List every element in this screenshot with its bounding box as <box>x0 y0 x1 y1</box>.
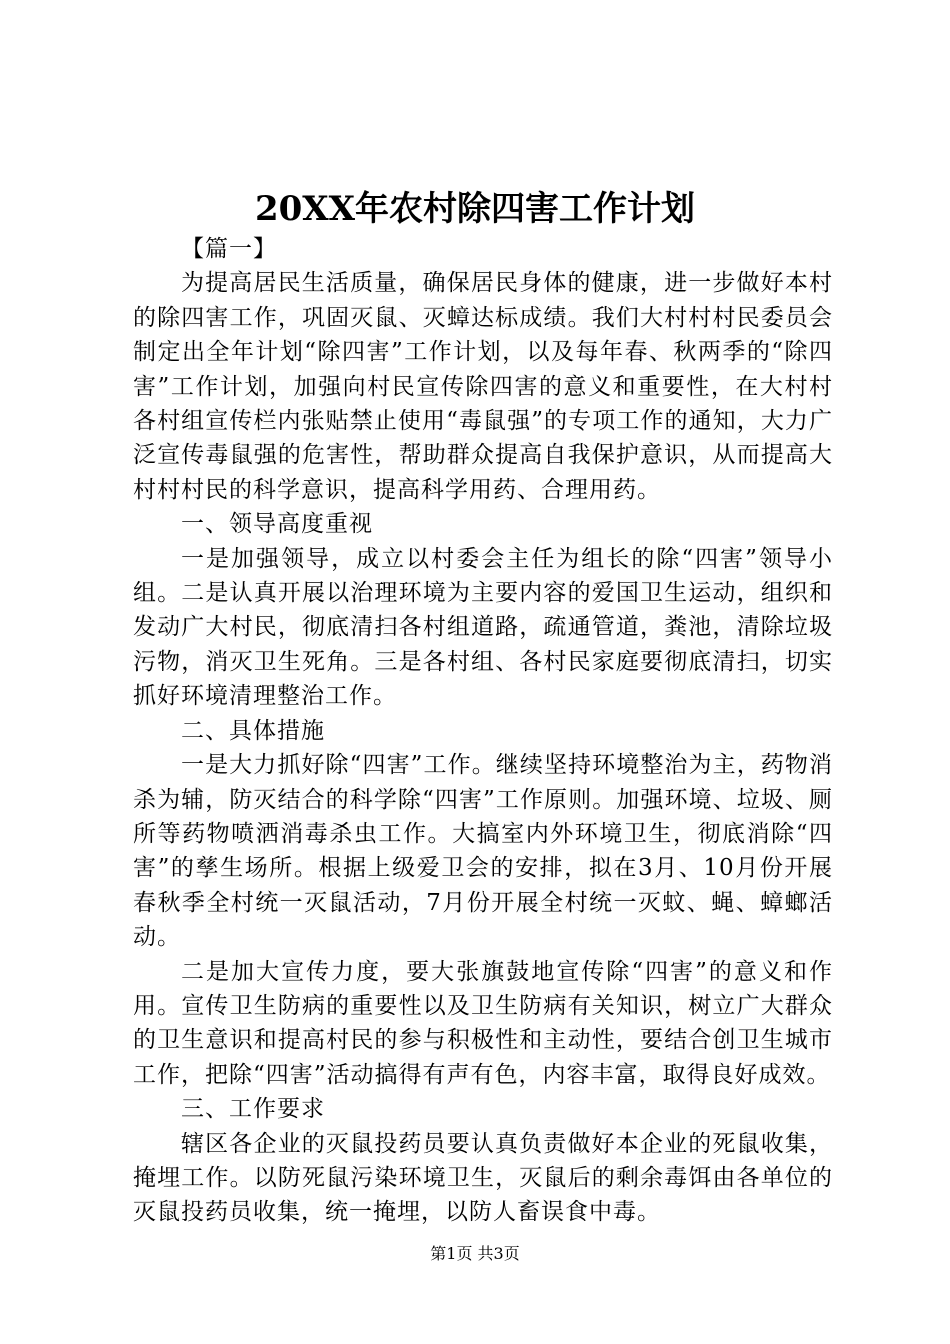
document-body <box>133 232 833 1230</box>
section-heading: 二、具体措施 <box>181 717 325 744</box>
body-paragraph: 二是加大宣传力度，要大张旗鼓地宣传除“四害”的意义和作用。宣传卫生防病的重要性以及卫生防病有关知识，树立广大群众的卫生意识和提高村民的参与积极性和主动性，要结合创卫生城市工作，把除“四害”活动搞得有声有色，内容丰富，取得良好成效。 <box>133 958 833 1088</box>
section-marker: 【篇一】 <box>181 236 277 262</box>
body-paragraph: 为提高居民生活质量，确保居民身体的健康，进一步做好本村的除四害工作，巩固灭鼠、灭蟑达标成绩。我们大村村村民委员会制定出全年计划“除四害”工作计划，以及每年春、秋两季的“除四害”工作计划，加强向村民宣传除四害的意义和重要性，在大村村各村组宣传栏内张贴禁止使用“毒鼠强”的专项工作的通知，大力广泛宣传毒鼠强的危害性，帮助群众提高自我保护意识，从而提高大村村村民的科学意识，提高科学用药、合理用药。 <box>133 270 833 503</box>
section-heading: 三、工作要求 <box>181 1096 325 1123</box>
body-paragraph: 辖区各企业的灭鼠投药员要认真负责做好本企业的死鼠收集，掩埋工作。以防死鼠污染环境卫生，灭鼠后的剩余毒饵由各单位的灭鼠投药员收集，统一掩埋，以防人畜误食中毒。 <box>133 1130 833 1226</box>
body-paragraph: 一是加强领导，成立以村委会主任为组长的除“四害”领导小组。二是认真开展以治理环境为主要内容的爱国卫生运动，组织和发动广大村民，彻底清扫各村组道路，疏通管道，粪池，清除垃圾污物，消灭卫生死角。三是各村组、各村民家庭要彻底清扫，切实抓好环境清理整治工作。 <box>133 545 833 710</box>
body-paragraph: 一是大力抓好除“四害”工作。继续坚持环境整治为主，药物消杀为辅，防灭结合的科学除“四害”工作原则。加强环境、垃圾、厕所等药物喷洒消毒杀虫工作。大搞室内外环境卫生，彻底消除“四害”的孳生场所。根据上级爱卫会的安排，拟在3月、10月份开展春秋季全村统一灭鼠活动，7月份开展全村统一灭蚊、蝇、蟑螂活动。 <box>133 752 833 951</box>
document-title: 20XX年农村除四害工作计划 <box>254 189 696 229</box>
page-number-footer: 第1页 共3页 <box>430 1244 520 1263</box>
section-heading: 一、领导高度重视 <box>181 511 373 538</box>
